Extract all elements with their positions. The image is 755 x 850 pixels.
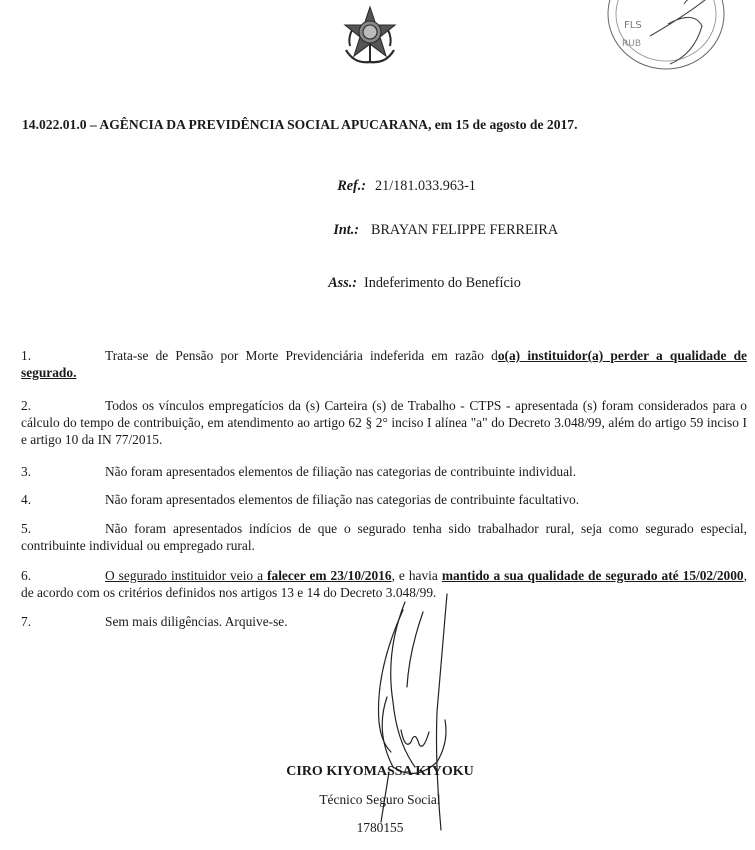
paragraph-2	[21, 397, 747, 448]
highlighted-text: falecer em 23/10/2016	[267, 568, 392, 583]
paragraph-text: Trata-se de Pensão por Morte Previdenciária indeferida em razão d	[105, 348, 498, 363]
paragraph-4	[21, 491, 747, 508]
paragraph-text: Todos os vínculos empregatícios da (s) Carteira (s) de Trabalho - CTPS - apresentada (s) foram considerados para o cálculo do tempo de contribuição, em atendimento ao artigo 62 § 2° inciso I alínea "a" do Decreto 3.048/99, além do artigo 59 inciso I e artigo 10 da IN 77/2015.	[21, 398, 747, 447]
paragraph-3	[21, 463, 747, 480]
paragraph-text: Sem mais diligências. Arquive-se.	[105, 614, 288, 629]
ass-label: Ass.:	[328, 275, 357, 291]
paragraph-number: 5.	[21, 521, 32, 536]
paragraph-text: Não foram apresentados elementos de filiação nas categorias de contribuinte facultativo.	[105, 492, 580, 507]
highlighted-text: o(a) instituidor(a) perder a qualidade de segurado.	[21, 348, 748, 380]
signer-name: CIRO KIYOMASSA KIYOKU	[286, 764, 474, 779]
paragraph-text: Não foram apresentados indícios de que o segurado tenha sido trabalhador rural, seja como segurado especial, contribuinte individual ou empregado rural.	[21, 521, 747, 553]
stamp-label-fls: FLS	[624, 20, 642, 31]
paragraph-text: O segurado instituidor veio a	[105, 568, 268, 583]
ref-value: 21/181.033.963-1	[375, 178, 476, 194]
paragraph-number: 1.	[21, 348, 32, 363]
page-stamp-icon	[598, 0, 730, 72]
int-value: BRAYAN FELIPPE FERREIRA	[371, 222, 559, 238]
signer-role: Técnico Seguro Social	[319, 792, 441, 807]
brazil-coat-of-arms-icon	[340, 4, 400, 64]
paragraph-5	[21, 520, 747, 554]
document-heading: 14.022.01.0 – AGÊNCIA DA PREVIDÊNCIA SOCIAL APUCARANA, em 15 de agosto de 2017.	[22, 117, 578, 132]
ass-value: Indeferimento do Benefício	[364, 275, 521, 291]
ref-label: Ref.:	[337, 178, 366, 194]
paragraph-number: 2.	[21, 398, 32, 413]
paragraph-number: 6.	[21, 568, 32, 583]
paragraph-text: Não foram apresentados elementos de filiação nas categorias de contribuinte individual.	[105, 464, 577, 479]
paragraph-number: 3.	[21, 464, 32, 479]
signer-registration: 1780155	[356, 820, 404, 835]
stamp-label-rub: RUB	[622, 39, 642, 49]
paragraph-number: 7.	[21, 614, 32, 629]
int-label: Int.:	[333, 222, 359, 238]
paragraph-text: , e havia	[391, 568, 442, 583]
paragraph-1	[21, 347, 747, 381]
paragraph-number: 4.	[21, 492, 32, 507]
highlighted-text: mantido a sua qualidade de segurado até 15/02/2000	[441, 568, 744, 583]
paragraph-text: , de acordo com os critérios definidos nos artigos 13 e 14 do Decreto 3.048/99.	[21, 568, 747, 600]
